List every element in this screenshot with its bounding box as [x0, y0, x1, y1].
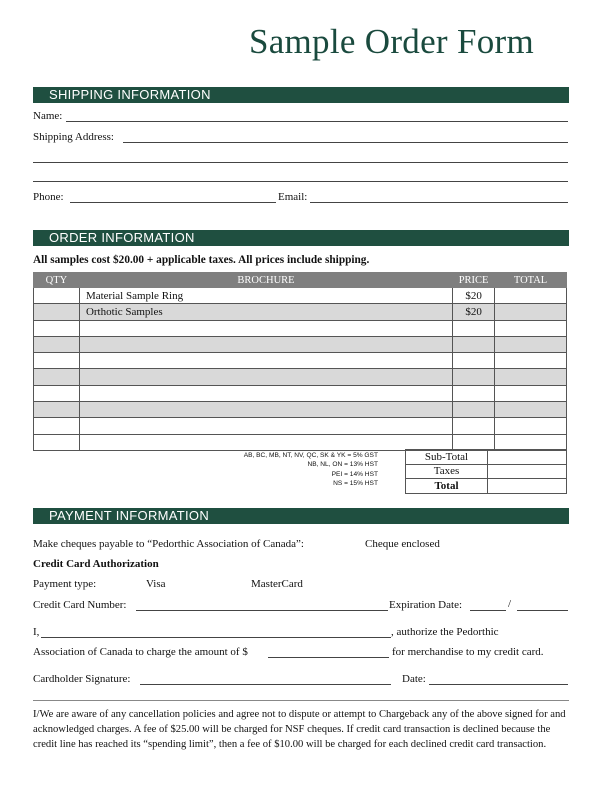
table-row — [34, 288, 567, 304]
payment-section-header: PAYMENT INFORMATION — [33, 508, 569, 524]
shipping-address-line-2[interactable] — [33, 162, 568, 163]
shipping-address-line-3[interactable] — [33, 181, 568, 182]
price-cell[interactable] — [453, 418, 495, 434]
order-section-header: ORDER INFORMATION — [33, 230, 569, 246]
brochure-cell[interactable] — [79, 353, 452, 369]
qty-cell[interactable] — [34, 304, 80, 320]
credit-card-number-label: Credit Card Number: — [33, 599, 127, 611]
total-cell[interactable] — [495, 353, 567, 369]
table-row — [34, 304, 567, 320]
charge-amount-field[interactable] — [268, 657, 389, 658]
phone-field[interactable] — [70, 202, 276, 203]
brochure-cell[interactable] — [79, 418, 452, 434]
total-cell[interactable] — [495, 418, 567, 434]
qty-cell[interactable] — [34, 353, 80, 369]
authorizer-name-field[interactable] — [41, 637, 391, 638]
mastercard-option[interactable]: MasterCard — [251, 578, 303, 590]
price-cell[interactable] — [453, 385, 495, 401]
qty-column-header: QTY — [34, 273, 80, 288]
brochure-cell: Material Sample Ring — [79, 288, 452, 304]
date-field[interactable] — [429, 684, 568, 685]
qty-cell[interactable] — [34, 385, 80, 401]
qty-cell[interactable] — [34, 288, 80, 304]
name-label: Name: — [33, 110, 63, 122]
payment-type-label: Payment type: — [33, 578, 97, 590]
email-field[interactable] — [310, 202, 568, 203]
expiration-year-field[interactable] — [517, 610, 568, 611]
brochure-cell[interactable] — [79, 336, 452, 352]
subtotal-value-field[interactable] — [488, 450, 567, 465]
charge-amount-text: Association of Canada to charge the amount of $ — [33, 646, 248, 658]
price-cell[interactable] — [453, 353, 495, 369]
tax-note-line: NS = 15% HST — [333, 480, 378, 488]
brochure-cell[interactable] — [79, 434, 452, 450]
price-cell: $20 — [453, 304, 495, 320]
email-label: Email: — [278, 191, 308, 203]
tax-note-line: PEI = 14% HST — [331, 470, 378, 478]
credit-card-number-field[interactable] — [136, 610, 388, 611]
table-row — [34, 385, 567, 401]
expiration-date-label: Expiration Date: — [389, 599, 463, 611]
expiration-month-field[interactable] — [470, 610, 506, 611]
qty-cell[interactable] — [34, 336, 80, 352]
total-cell[interactable] — [495, 304, 567, 320]
price-cell[interactable] — [453, 369, 495, 385]
qty-cell[interactable] — [34, 402, 80, 418]
order-table-header — [34, 273, 567, 288]
total-cell[interactable] — [495, 320, 567, 336]
credit-card-authorization-heading: Credit Card Authorization — [33, 558, 159, 570]
price-cell[interactable] — [453, 320, 495, 336]
brochure-cell[interactable] — [79, 402, 452, 418]
cancellation-disclaimer: I/We are aware of any cancellation policies and agree not to dispute or attempt to Chargeback any of the above signed for and acknowledged charges. A fee of $25.00 will be charged for NSF cheques. If credit card transaction is declined because the credit line has reached its “spending limit”, then a fee of $10.00 will be charged for each declined credit card transaction. — [33, 709, 566, 751]
total-cell[interactable] — [495, 369, 567, 385]
total-cell[interactable] — [495, 402, 567, 418]
price-column-header: PRICE — [453, 273, 495, 288]
tax-note-line: AB, BC, MB, NT, NV, QC, SK & YK = 5% GST — [243, 452, 378, 459]
order-table — [33, 272, 567, 451]
divider — [33, 700, 569, 701]
qty-cell[interactable] — [34, 418, 80, 434]
date-label: Date: — [402, 673, 426, 685]
cardholder-signature-field[interactable] — [140, 684, 391, 685]
tax-rates-note — [244, 451, 378, 489]
table-row — [34, 353, 567, 369]
subtotal-row — [406, 450, 567, 465]
total-value-field[interactable] — [488, 479, 567, 494]
tax-note-line: NB, NL, ON = 13% HST — [307, 461, 378, 469]
qty-cell[interactable] — [34, 369, 80, 385]
cheque-payable-text: Make cheques payable to “Pedorthic Association of Canada”: — [33, 538, 304, 550]
taxes-value-field[interactable] — [488, 464, 567, 479]
shipping-section-header: SHIPPING INFORMATION — [33, 87, 569, 103]
price-cell: $20 — [453, 288, 495, 304]
total-cell[interactable] — [495, 288, 567, 304]
total-label: Total — [406, 479, 488, 494]
shipping-address-label: Shipping Address: — [33, 131, 114, 143]
table-row — [34, 369, 567, 385]
name-field[interactable] — [66, 121, 568, 122]
order-pricing-note: All samples cost $20.00 + applicable taxes. All prices include shipping. — [33, 254, 370, 266]
table-row — [34, 418, 567, 434]
brochure-cell[interactable] — [79, 369, 452, 385]
totals-table — [405, 449, 567, 494]
qty-cell[interactable] — [34, 320, 80, 336]
page-title: Sample Order Form — [248, 22, 534, 61]
cardholder-signature-label: Cardholder Signature: — [33, 673, 131, 685]
table-row — [34, 320, 567, 336]
authorize-text: , authorize the Pedorthic — [391, 626, 499, 638]
cheque-enclosed-option[interactable]: Cheque enclosed — [365, 538, 440, 550]
taxes-row — [406, 464, 567, 479]
table-row — [34, 336, 567, 352]
phone-label: Phone: — [33, 191, 64, 203]
price-cell[interactable] — [453, 402, 495, 418]
expiration-separator: / — [508, 598, 512, 610]
total-column-header: TOTAL — [495, 273, 567, 288]
brochure-cell[interactable] — [79, 320, 452, 336]
table-row — [34, 402, 567, 418]
brochure-cell: Orthotic Samples — [79, 304, 452, 320]
total-cell[interactable] — [495, 385, 567, 401]
brochure-cell[interactable] — [79, 385, 452, 401]
price-cell[interactable] — [453, 336, 495, 352]
merchandise-text: for merchandise to my credit card. — [392, 646, 544, 658]
visa-option[interactable]: Visa — [146, 578, 166, 590]
total-row — [406, 479, 567, 494]
authorizer-i-label: I, — [33, 626, 40, 638]
shipping-address-field[interactable] — [123, 142, 568, 143]
taxes-label: Taxes — [406, 464, 488, 479]
brochure-column-header: BROCHURE — [79, 273, 452, 288]
total-cell[interactable] — [495, 336, 567, 352]
qty-cell[interactable] — [34, 434, 80, 450]
subtotal-label: Sub-Total — [406, 450, 488, 465]
